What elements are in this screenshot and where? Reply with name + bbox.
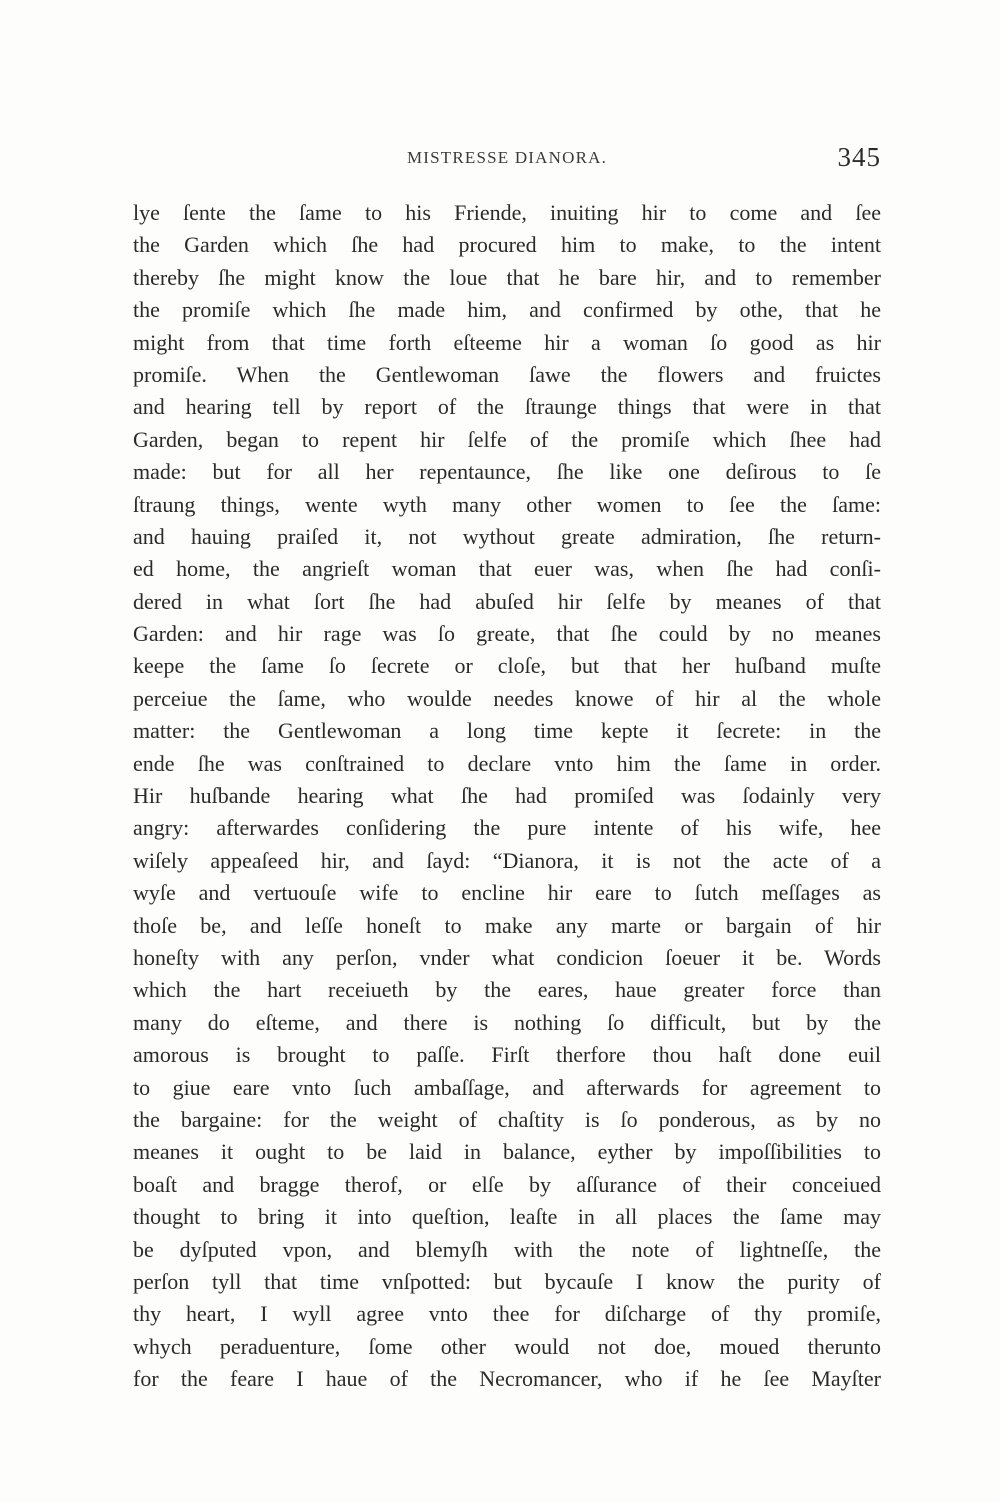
text-line: honeſty with any perſon, vnder what condicion ſoeuer it be. Words (133, 944, 881, 970)
text-line: be dyſputed vpon, and blemyſh with the note of lightneſſe, the (133, 1236, 881, 1262)
text-line: thereby ſhe might know the loue that he bare hir, and to remember (133, 264, 881, 290)
text-line: dered in what ſort ſhe had abuſed hir ſelfe by meanes of that (133, 588, 881, 614)
text-line: ende ſhe was conſtrained to declare vnto him the ſame in order. (133, 750, 881, 776)
text-line: whych peraduenture, ſome other would not doe, moued therunto (133, 1333, 881, 1359)
text-line: ed home, the angrieſt woman that euer was, when ſhe had conſi- (133, 556, 881, 582)
text-line: amorous is brought to paſſe. Firſt therfore thou haſt done euil (133, 1042, 881, 1068)
text-line: matter: the Gentlewoman a long time kepte it ſecrete: in the (133, 718, 881, 744)
text-line: promiſe. When the Gentlewoman ſawe the flowers and fruictes (133, 361, 881, 387)
text-line: wyſe and vertuouſe wife to encline hir eare to ſutch meſſages as (133, 880, 881, 906)
text-line: Garden: and hir rage was ſo greate, that ſhe could by no meanes (133, 621, 881, 647)
text-line: made: but for all her repentaunce, ſhe like one deſirous to ſe (133, 459, 881, 485)
text-line: and hearing tell by report of the ſtraunge things that were in that (133, 394, 881, 420)
text-line: meanes it ought to be laid in balance, eyther by impoſſibilities to (133, 1139, 881, 1165)
text-line: the promiſe which ſhe made him, and confirmed by othe, that he (133, 297, 881, 323)
text-line: for the feare I haue of the Necromancer, who if he ſee Mayſter (133, 1366, 881, 1392)
text-line: which the hart receiueth by the eares, haue greater force than (133, 977, 881, 1003)
text-line: wiſely appeaſeed hir, and ſayd: “Dianora, it is not the acte of a (133, 847, 881, 873)
text-line: the bargaine: for the weight of chaſtity is ſo ponderous, as by no (133, 1106, 881, 1132)
running-title: MISTRESSE DIANORA. (406, 148, 608, 167)
page-number: 345 (837, 142, 881, 172)
text-line: thought to bring it into queſtion, leaſte in all places the ſame may (133, 1204, 881, 1230)
text-line: and hauing praiſed it, not wythout greate admiration, ſhe return- (133, 523, 881, 549)
text-line: lye ſente the ſame to his Friende, inuiting hir to come and ſee (133, 200, 881, 225)
text-line: thy heart, I wyll agree vnto thee for diſcharge of thy promiſe, (133, 1301, 881, 1327)
text-line: Garden, began to repent hir ſelfe of the promiſe which ſhee had (133, 426, 881, 452)
text-line: keepe the ſame ſo ſecrete or cloſe, but that her huſband muſte (133, 653, 881, 679)
text-line: the Garden which ſhe had procured him to make, to the intent (133, 232, 881, 258)
text-line: might from that time forth eſteeme hir a woman ſo good as hir (133, 329, 881, 355)
text-line: ſtraung things, wente wyth many other women to ſee the ſame: (133, 491, 881, 517)
text-line: boaſt and bragge therof, or elſe by aſſurance of their conceiued (133, 1171, 881, 1197)
text-line: perceiue the ſame, who woulde needes knowe of hir al the whole (133, 685, 881, 711)
running-head (133, 142, 881, 182)
text-line: angry: afterwardes conſidering the pure intente of his wife, hee (133, 815, 881, 841)
text-line: to giue eare vnto ſuch ambaſſage, and afterwards for agreement to (133, 1074, 881, 1100)
text-line: many do eſteme, and there is nothing ſo difficult, but by the (133, 1009, 881, 1035)
text-line: Hir huſbande hearing what ſhe had promiſed was ſodainly very (133, 783, 881, 809)
text-line: perſon tyll that time vnſpotted: but bycauſe I know the purity of (133, 1268, 881, 1294)
body-text (133, 197, 881, 1395)
text-line: thoſe be, and leſſe honeſt to make any marte or bargain of hir (133, 912, 881, 938)
